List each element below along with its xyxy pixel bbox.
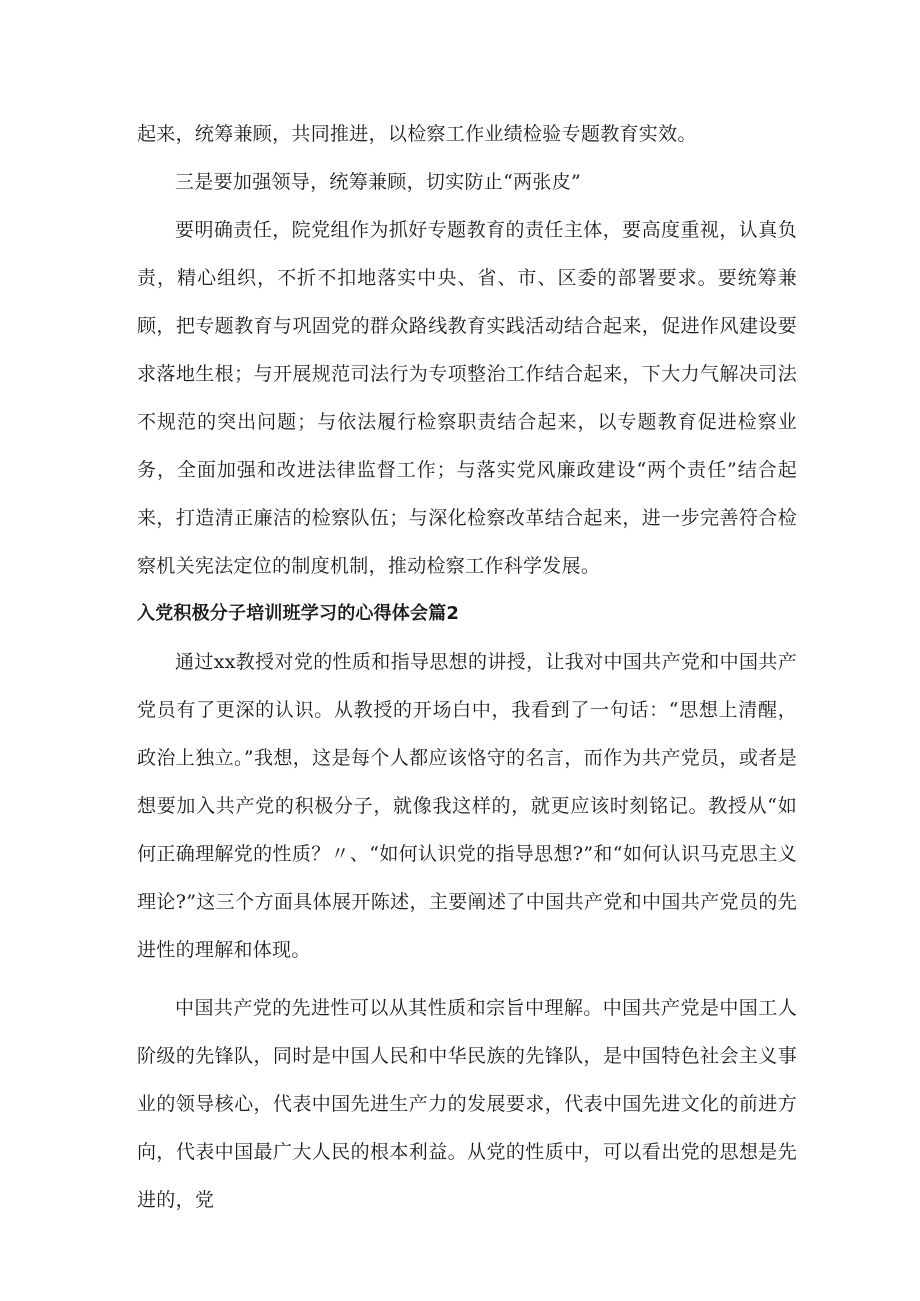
paragraph-responsibility: 要明确责任，院党组作为抓好专题教育的责任主体，要高度重视，认真负责，精心组织，不折不扣地落实中央、省、市、区委的部署要求。要统筹兼顾，把专题教育与巩固党的群众路线教育实践活动结合起来，促进作风建设要求落地生根；与开展规范司法行为专项整治工作结合起来，下大力气解决司法不规范的突出问题；与依法履行检察职责结合起来，以专题教育促进检察业务，全面加强和改进法律监督工作；与落实党风廉政建设“两个责任”结合起来，打造清正廉洁的检察队伍；与深化检察改革结合起来，进一步完善符合检察机关宪法定位的制度机制，推动检察工作科学发展。 <box>137 219 797 577</box>
paragraph-party-advancement: 中国共产党的先进性可以从其性质和宗旨中理解。中国共产党是中国工人阶级的先锋队，同时是中国人民和中华民族的先锋队，是中国特色社会主义事业的领导核心，代表中国先进生产力的发展要求，代表中国先进文化的前进方向，代表中国最广大人民的根本利益。从党的性质中，可以看出党的思想是先进的，党 <box>137 997 797 1211</box>
paragraph-continuation: 起来，统筹兼顾，共同推进，以检察工作业绩检验专题教育实效。 <box>137 123 697 145</box>
paragraph-lecture: 通过xx教授对党的性质和指导思想的讲授，让我对中国共产党和中国共产党员有了更深的认识。从教授的开场白中，我看到了一句话：“思想上清醒，政治上独立。”我想，这是每个人都应该恪守的名言，而作为共产党员，或者是想要加入共产党的积极分子，就像我这样的，就更应该时刻铭记。教授从“如何正确理解党的性质？〃、“如何认识党的指导思想?”和“如何认识马克思主义理论?”这三个方面具体展开陈述，主要阐述了中国共产党和中国共产党员的先进性的理解和体现。 <box>137 651 797 961</box>
paragraph-subheading-point-three: 三是要加强领导，统筹兼顾，切实防止“两张皮” <box>175 171 582 193</box>
section-heading: 入党积极分子培训班学习的心得体会篇2 <box>137 603 460 624</box>
document-body <box>137 110 797 1224</box>
